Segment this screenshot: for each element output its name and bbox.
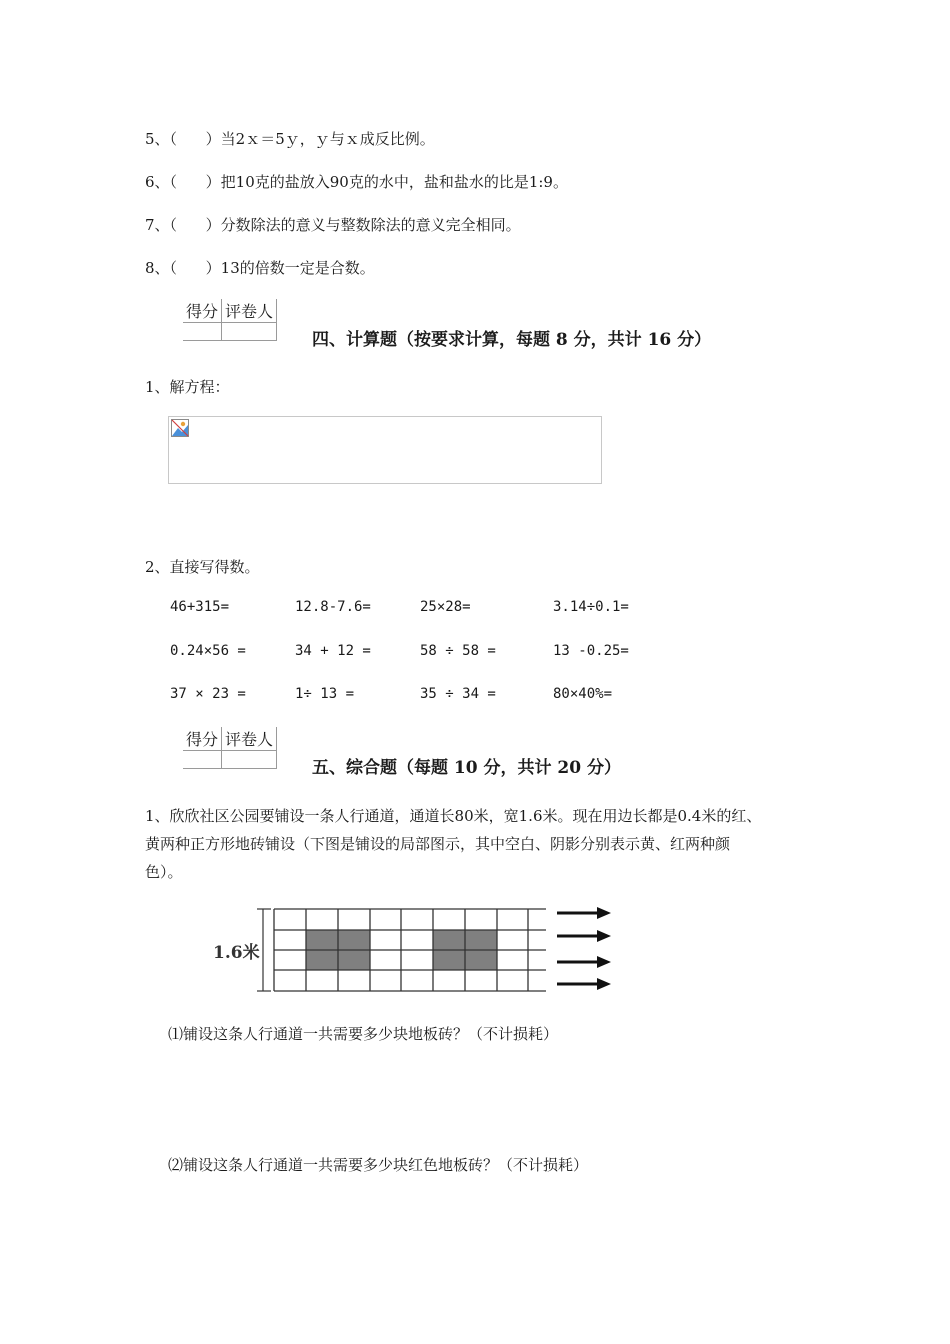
calc-item: 37 × 23 = — [170, 686, 246, 702]
grader-cell[interactable] — [222, 323, 277, 341]
item-text: 分数除法的意义与整数除法的意义完全相同。 — [220, 216, 521, 234]
question-direct-write: 2、直接写得数。 — [145, 558, 260, 576]
calc-item: 34 + 12 = — [295, 643, 371, 659]
item-text: 把10克的盐放入90克的水中，盐和盐水的比是1:9。 — [220, 173, 568, 191]
score-label: 得分 — [183, 299, 222, 323]
item-number: 5、 — [145, 130, 170, 148]
judgement-item-5 — [145, 128, 435, 149]
item-text: 当2ｘ＝5ｙ，ｙ与ｘ成反比例。 — [220, 130, 435, 148]
score-cell[interactable] — [183, 751, 222, 769]
item-text: 13的倍数一定是合数。 — [220, 259, 375, 277]
calc-item: 46+315= — [170, 599, 230, 615]
answer-paren[interactable]: （ ） — [169, 130, 221, 148]
tile-grid — [274, 909, 546, 991]
grader-cell[interactable] — [222, 751, 277, 769]
answer-paren[interactable]: （ ） — [169, 173, 221, 191]
section-4-title: 四、计算题（按要求计算，每题 8 分，共计 16 分） — [312, 330, 712, 350]
sub-question-1: ⑴铺设这条人行通道一共需要多少块地板砖？（不计损耗） — [168, 1025, 559, 1043]
item-number: 6、 — [145, 173, 170, 191]
answer-paren[interactable]: （ ） — [169, 216, 221, 234]
equation-image-box — [168, 416, 602, 484]
grader-label: 评卷人 — [222, 299, 277, 323]
grader-label: 评卷人 — [222, 727, 277, 751]
calc-item: 13 -0.25= — [553, 643, 629, 659]
question-solve-equation: 1、解方程： — [145, 378, 230, 396]
tile-path-figure — [205, 900, 625, 998]
section-5-title: 五、综合题（每题 10 分，共计 20 分） — [312, 758, 621, 778]
width-label: 1.6米 — [213, 943, 260, 963]
sub-question-2: ⑵铺设这条人行通道一共需要多少块红色地板砖？（不计损耗） — [168, 1156, 589, 1174]
problem-line: 色）。 — [145, 863, 183, 881]
direction-arrows — [557, 907, 611, 990]
calc-item: 0.24×56 = — [170, 643, 246, 659]
calc-item: 58 ÷ 58 = — [420, 643, 496, 659]
calc-item: 1÷ 13 = — [295, 686, 355, 702]
problem-line: 黄两种正方形地砖铺设（下图是铺设的局部图示，其中空白、阴影分别表示黄、红两种颜 — [145, 835, 731, 853]
score-label: 得分 — [183, 727, 222, 751]
score-cell[interactable] — [183, 323, 222, 341]
calc-item: 3.14÷0.1= — [553, 599, 629, 615]
judgement-item-7 — [145, 214, 521, 235]
item-number: 7、 — [145, 216, 170, 234]
calc-item: 35 ÷ 34 = — [420, 686, 496, 702]
calc-item: 80×40%= — [553, 686, 613, 702]
calc-item: 12.8-7.6= — [295, 599, 371, 615]
item-number: 8、 — [145, 259, 170, 277]
problem-line: 1、欣欣社区公园要铺设一条人行通道，通道长80米，宽1.6米。现在用边长都是0.4米的红、 — [145, 807, 762, 825]
calc-item: 25×28= — [420, 599, 471, 615]
score-box — [183, 727, 277, 769]
score-box — [183, 299, 277, 341]
answer-paren[interactable]: （ ） — [169, 259, 221, 277]
judgement-item-6 — [145, 171, 568, 192]
judgement-item-8 — [145, 257, 375, 278]
broken-image-icon — [171, 419, 189, 437]
